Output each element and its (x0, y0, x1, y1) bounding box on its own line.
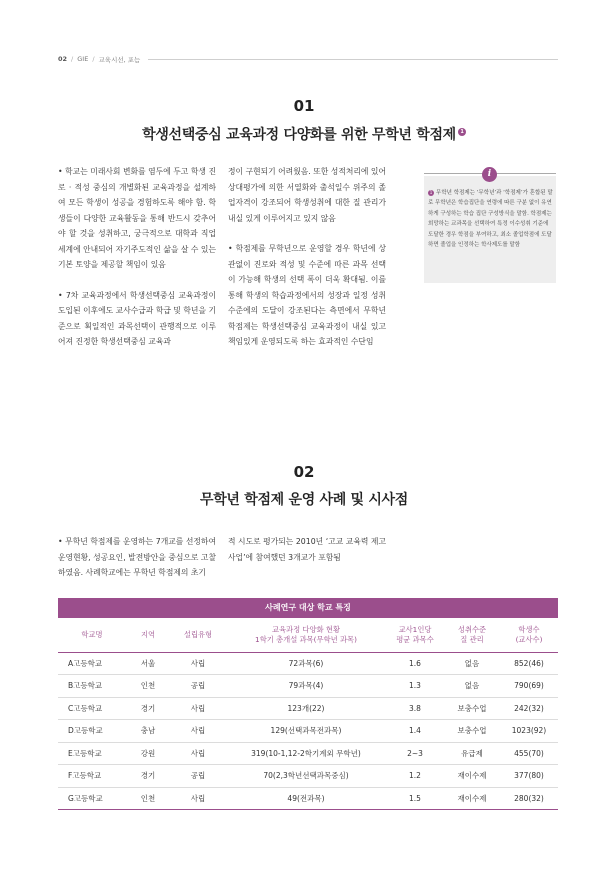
paragraph: 정이 구현되기 어려웠음. 또한 성적처리에 있어 상대평가에 의한 서열화와 출석일수 위주의 졸업자격이 강조되어 학생성취에 대한 질 관리가 내실 있게 이루어지고 있지 않음 (228, 167, 386, 223)
school-name-cell: E고등학교 (58, 742, 126, 765)
table-cell: 1023(92) (500, 720, 558, 743)
footnote-text (428, 188, 554, 250)
table-cell: 455(70) (500, 742, 558, 765)
footnote-marker[interactable]: 1 (458, 128, 466, 136)
section1-column-1 (58, 164, 216, 365)
table-cell: 경기 (126, 697, 170, 720)
table-cell: 1.3 (386, 675, 444, 698)
table-cell: 사립 (170, 697, 226, 720)
table-cell: 보충수업 (444, 720, 500, 743)
table-cell: 280(32) (500, 787, 558, 810)
table-cell: 242(32) (500, 697, 558, 720)
column-header: 학생수 (교사수) (500, 618, 558, 652)
table-cell: 경기 (126, 765, 170, 788)
table-cell: 79과목(4) (226, 675, 386, 698)
table-cell: 강원 (126, 742, 170, 765)
table-row (58, 720, 558, 743)
section1-title-text: 학생선택중심 교육과정 다양화를 위한 무학년 학점제 (142, 127, 456, 143)
paragraph: • 7차 교육과정에서 학생선택중심 교육과정이 도입된 이후에도 교사수급과 학급 및 학년을 기준으로 획일적인 과목선택이 관행적으로 이루어져 진정한 학생선택중심 교육과 (58, 290, 216, 346)
header-part: GIE (77, 55, 89, 63)
table-cell: 없음 (444, 652, 500, 675)
table-cell: 유급제 (444, 742, 500, 765)
table-cell: 사립 (170, 787, 226, 810)
table-cell: 재이수제 (444, 787, 500, 810)
header-separator: / (71, 55, 74, 63)
case-school-table (58, 598, 558, 810)
table-cell: 377(80) (500, 765, 558, 788)
table-cell: 서울 (126, 652, 170, 675)
table-row (58, 742, 558, 765)
table-cell: 재이수제 (444, 765, 500, 788)
table-cell: 인천 (126, 787, 170, 810)
table-cell: 1.6 (386, 652, 444, 675)
column-header: 교육과정 다양화 현황 1학기 총개설 과목(무학년 과목) (226, 618, 386, 652)
table-cell: 인천 (126, 675, 170, 698)
footnote-body: 무학년 학점제는 ‘무학년’과 ‘학점제’가 혼합된 말로 무학년은 학습집단을 연령에 따른 구분 없이 유연하게 구성하는 학습 집단 구성방식을 말함. 학점제는 희망하는 교과목을 선택하여 특정 이수성취 기준에 도달한 경우 학점을 부여하고, 최소 졸업학점에 도달하면 졸업을 인정하는 학사제도를 말함 (428, 190, 553, 249)
school-name-cell: B고등학교 (58, 675, 126, 698)
table-cell: 72과목(6) (226, 652, 386, 675)
section2-column-2 (228, 534, 386, 580)
section1-number: 01 (293, 97, 315, 115)
table-cell: 70(2,3학년선택과목중심) (226, 765, 386, 788)
paragraph: • 학점제를 무학년으로 운영할 경우 학년에 상관없이 진로와 적성 및 수준에 따른 과목 선택이 가능해 학생의 선택 폭이 더욱 확대됨. 이를 통해 학생의 학습과정에서의 성장과 일정 성취수준에의 도달이 강조된다는 측면에서 무학년 학점제는 학생선택중심 교육과정이 내실 있고 책임있게 운영되도록 하는 효과적인 수단임 (228, 244, 386, 346)
column-header: 학교명 (58, 618, 126, 652)
table-cell: 1.2 (386, 765, 444, 788)
table-row (58, 675, 558, 698)
table-header-row (58, 618, 558, 652)
school-name-cell: C고등학교 (58, 697, 126, 720)
column-header: 지역 (126, 618, 170, 652)
table-cell: 123개(22) (226, 697, 386, 720)
table-cell: 790(69) (500, 675, 558, 698)
paragraph: • 무학년 학점제를 운영하는 7개교를 선정하여 운영현황, 성공요인, 발전방안을 중심으로 고찰하였음. 사례학교에는 무학년 학점제의 초기 (58, 537, 216, 577)
table-row (58, 697, 558, 720)
header-rule (148, 59, 558, 60)
column-header: 성취수준 질 관리 (444, 618, 500, 652)
page-number: 02 (58, 55, 68, 63)
section2-column-1 (58, 534, 216, 596)
table-cell: 사립 (170, 742, 226, 765)
table-cell: 852(46) (500, 652, 558, 675)
school-name-cell: F고등학교 (58, 765, 126, 788)
table-row (58, 765, 558, 788)
footnote-box (424, 169, 556, 283)
table-cell: 충남 (126, 720, 170, 743)
running-header (58, 52, 558, 66)
table-cell: 319(10-1,12-2학기계외 무학년) (226, 742, 386, 765)
table-cell: 보충수업 (444, 697, 500, 720)
table-cell: 공립 (170, 765, 226, 788)
header-separator: / (92, 55, 95, 63)
section2-title: 무학년 학점제 운영 사례 및 시사점 (199, 492, 408, 508)
table-cell: 129(선택과목전과목) (226, 720, 386, 743)
table-cell: 49(전과목) (226, 787, 386, 810)
section1-title (0, 124, 608, 144)
header-chapter: 교육시선, 포늠 (98, 55, 141, 64)
column-header: 교사1인당 평균 과목수 (386, 618, 444, 652)
school-name-cell: G고등학교 (58, 787, 126, 810)
table-cell: 공립 (170, 675, 226, 698)
table-caption: 사례연구 대상 학교 특징 (58, 598, 558, 618)
info-icon: i (482, 167, 497, 182)
table-cell: 사립 (170, 652, 226, 675)
school-name-cell: A고등학교 (58, 652, 126, 675)
section2-number: 02 (293, 463, 315, 481)
table-cell: 사립 (170, 720, 226, 743)
table-cell: 1.5 (386, 787, 444, 810)
table-row (58, 652, 558, 675)
table-cell: 1.4 (386, 720, 444, 743)
table-cell: 3.8 (386, 697, 444, 720)
table-cell: 2~3 (386, 742, 444, 765)
paragraph: • 학교는 미래사회 변화를 염두에 두고 학생 진로 · 적성 중심의 개별화된 교육과정을 설계하여 모든 학생이 성공을 경험하도록 해야 함. 학생들이 다양한 교육활동을 통해 반드시 갖추어야 할 것을 성취하고, 궁극적으로 대학과 직업세계에 안내되어 자기주도적인 삶을 살 수 있는 기본 토양을 제공할 책임이 있음 (58, 167, 216, 269)
section1-column-2 (228, 164, 386, 365)
school-name-cell: D고등학교 (58, 720, 126, 743)
table-cell: 없음 (444, 675, 500, 698)
table-row (58, 787, 558, 810)
paragraph: 적 시도로 평가되는 2010년 ‘고교 교육력 제고 사업’에 참여했던 3개교가 포함됨 (228, 537, 386, 562)
footnote-number: 1 (429, 190, 433, 195)
column-header: 설립유형 (170, 618, 226, 652)
